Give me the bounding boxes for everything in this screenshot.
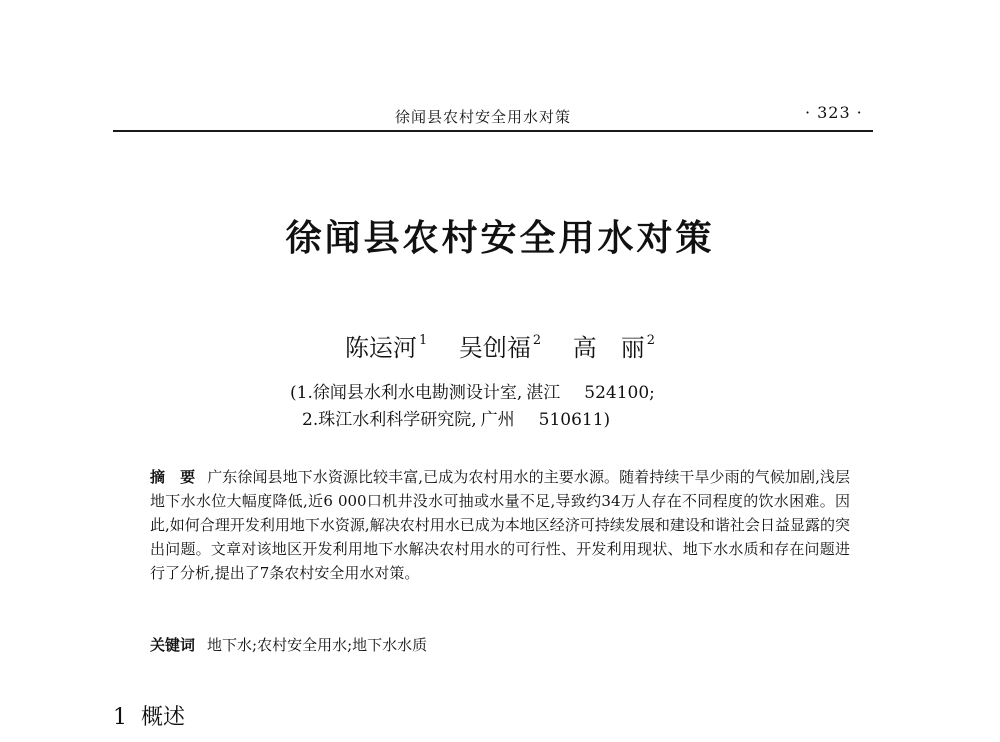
author-name: 陈运河 xyxy=(344,334,417,362)
abstract-label: 摘 要 xyxy=(150,468,196,486)
abstract-text: 广东徐闻县地下水资源比较丰富,已成为农村用水的主要水源。随着持续干旱少雨的气候加剧,浅层地下水水位大幅度降低,近6 000口机井没水可抽或水量不足,导致约34万人存在不同程度的饮水困难。因此,如何合理开发利用地下水资源,解决农村用水已成为本地区经济可持续发展和建设和谐社会日益显露的突出问题。文章对该地区开发利用地下水解决农村用水的可行性、开发利用现状、地下水水质和存在问题进行了分析,提出了7条农村安全用水对策。 xyxy=(150,468,850,582)
abstract xyxy=(150,465,850,585)
section-number: 1 xyxy=(113,705,127,730)
affiliation-1 xyxy=(290,380,655,407)
article-title: 徐闻县农村安全用水对策 xyxy=(285,218,715,259)
author-list xyxy=(0,328,1000,363)
affiliation-postcode: 510611) xyxy=(538,410,611,430)
keywords xyxy=(150,633,427,657)
page-number-value: 323 xyxy=(817,103,851,122)
running-header xyxy=(113,100,873,132)
section-title: 概述 xyxy=(141,705,186,730)
running-title: 徐闻县农村安全用水对策 xyxy=(395,108,572,126)
affiliation-city: 湛江 xyxy=(526,383,561,403)
author-affiliation-mark: 1 xyxy=(418,333,428,348)
page-number xyxy=(805,103,863,122)
page-number-prefix: · xyxy=(805,103,812,122)
affiliation-postcode: 524100; xyxy=(584,383,655,403)
author-affiliation-mark: 2 xyxy=(646,333,656,348)
page-number-suffix: · xyxy=(856,103,863,122)
author-name: 吴创福 xyxy=(458,334,531,362)
affiliation-city: 广州 xyxy=(480,410,515,430)
author-affiliation-mark: 2 xyxy=(532,333,542,348)
author-2 xyxy=(459,328,541,363)
affiliation-institution: 2.珠江水利科学研究院, xyxy=(302,410,477,430)
author-name: 高 丽 xyxy=(572,334,645,362)
affiliation-institution: (1.徐闻县水利水电勘测设计室, xyxy=(290,383,523,403)
author-3 xyxy=(573,328,655,363)
section-heading xyxy=(113,700,185,731)
author-1 xyxy=(345,328,427,363)
keywords-label: 关键词 xyxy=(150,636,196,654)
affiliations xyxy=(290,380,655,434)
keywords-text: 地下水;农村安全用水;地下水水质 xyxy=(207,636,428,654)
affiliation-2 xyxy=(290,407,655,434)
